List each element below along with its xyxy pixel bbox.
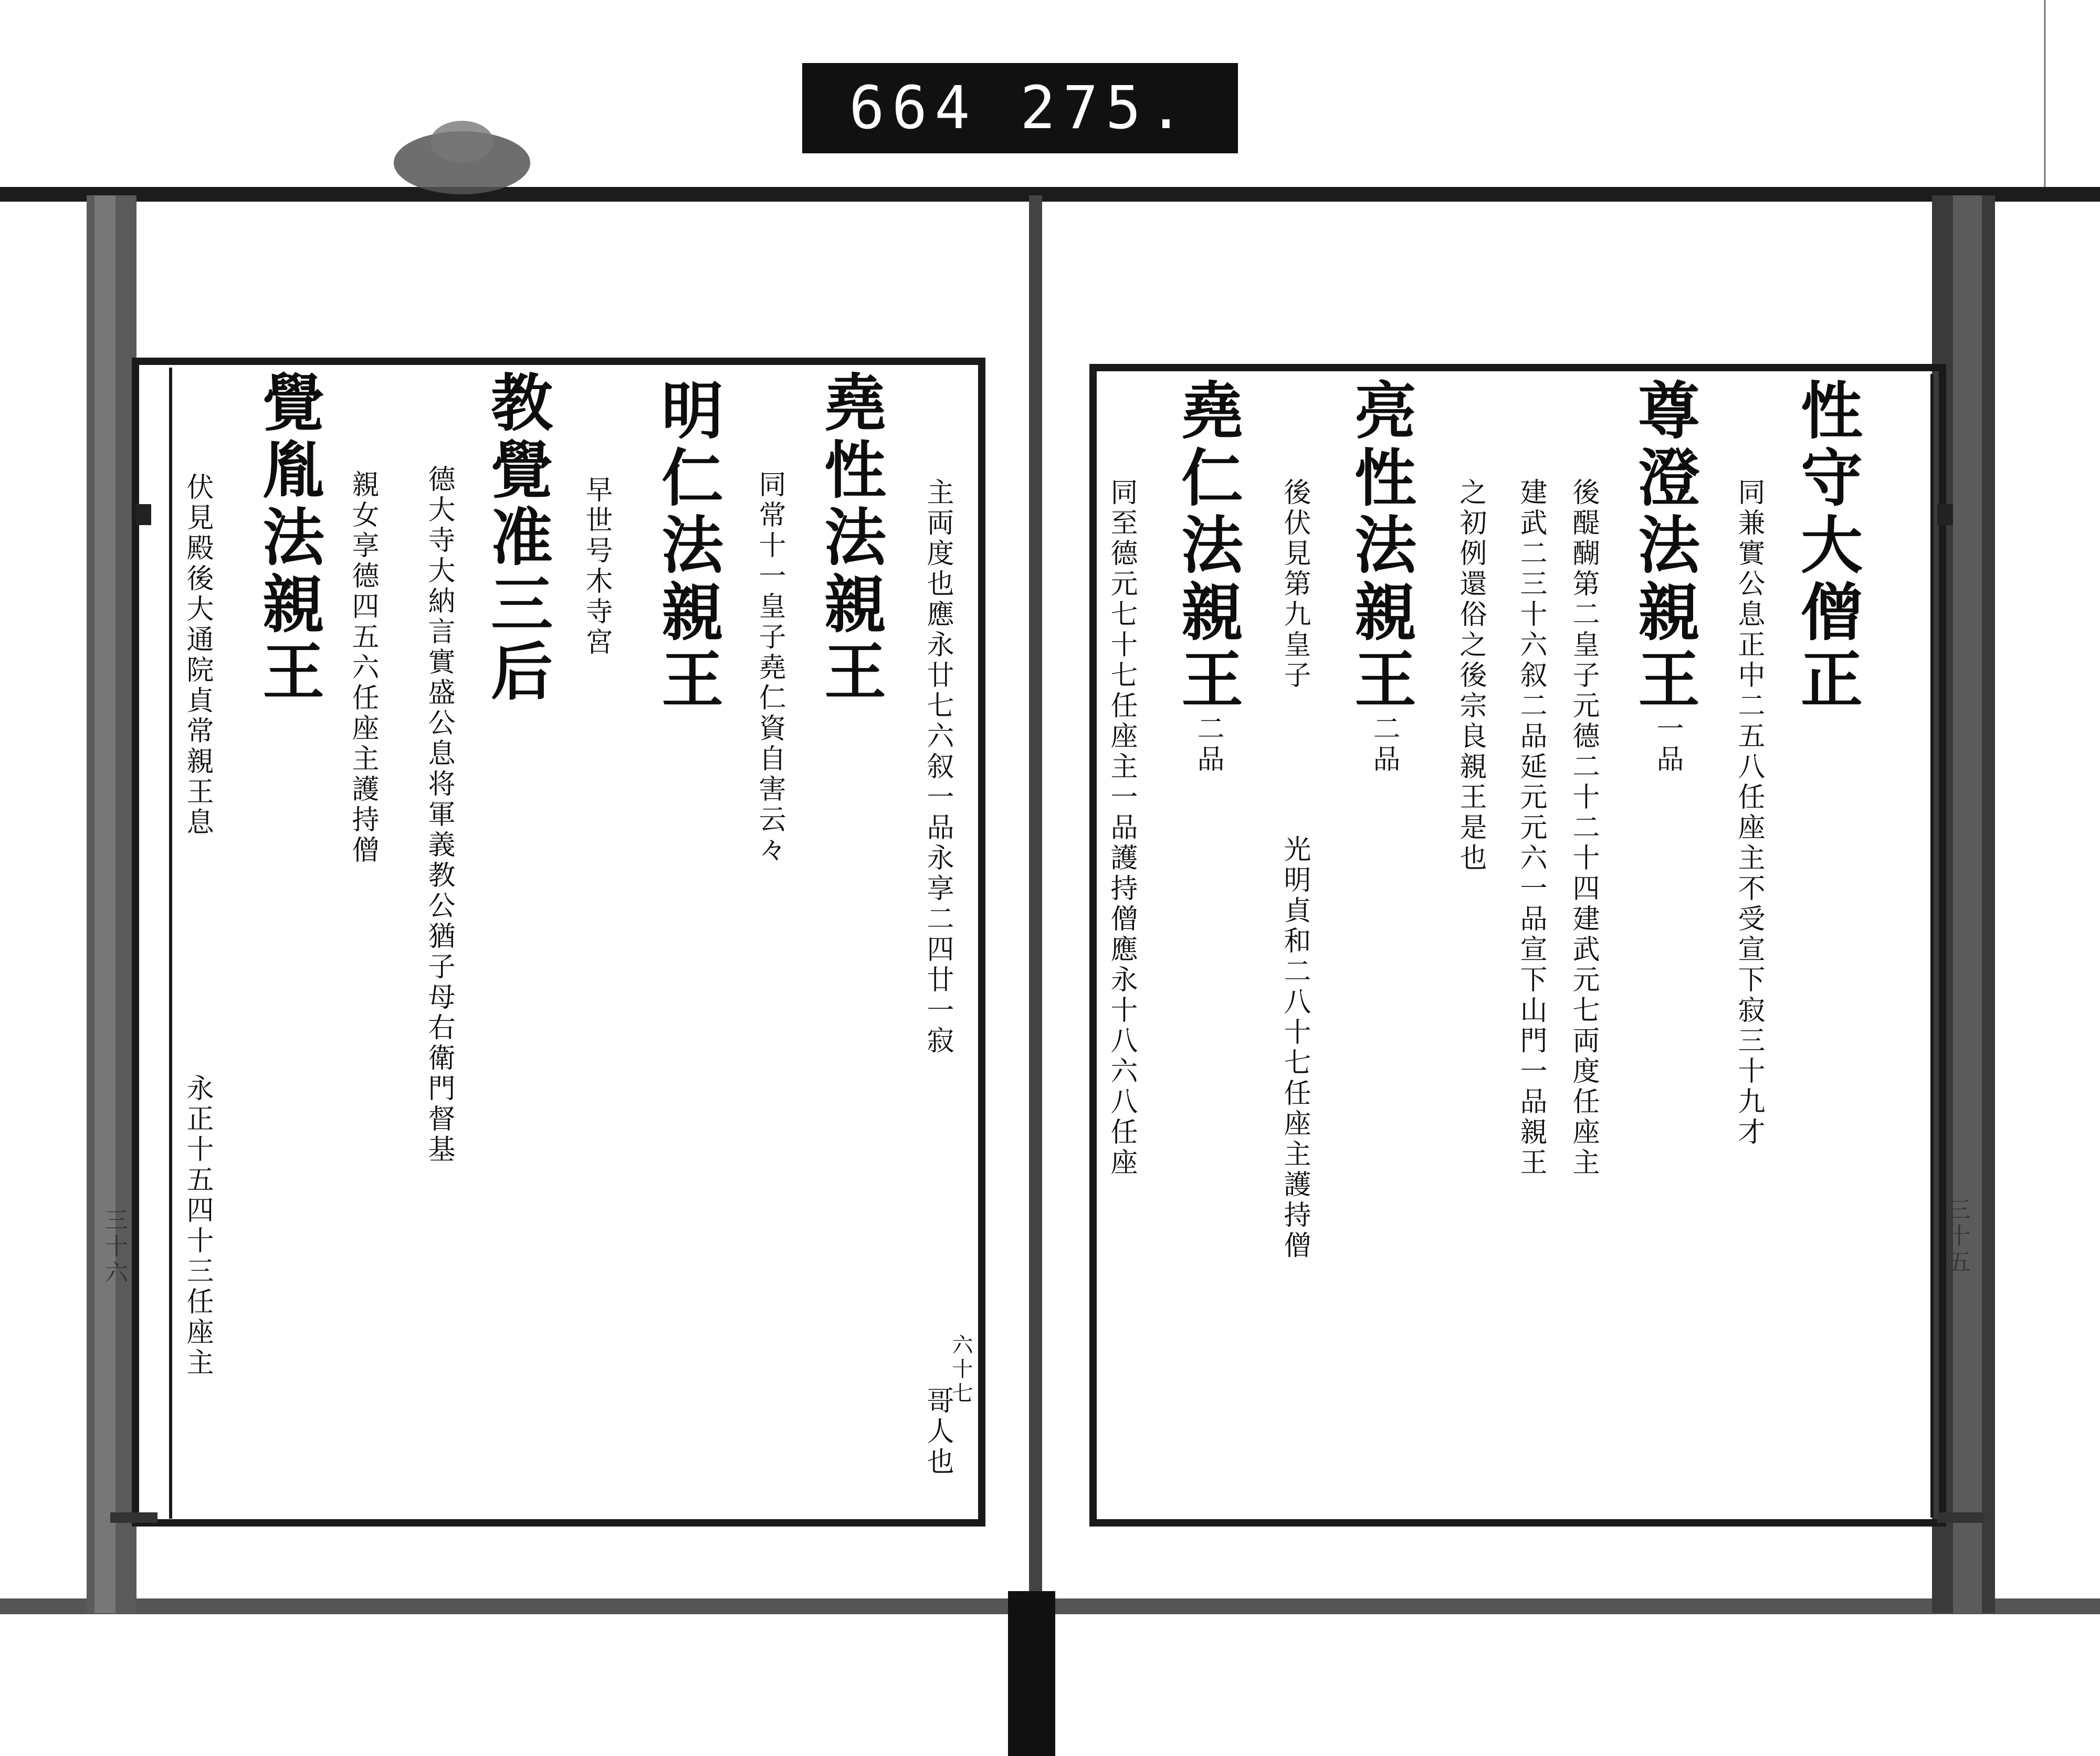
entry-heading: 尊澄法親王 — [1628, 378, 1700, 714]
right-text-column: 光明貞和二八十七任座主護持僧 — [1279, 835, 1310, 1261]
entry-heading: 覺胤法親王 — [252, 370, 325, 706]
left-page-number: 三十六 — [101, 1208, 128, 1287]
right-text-column: 後伏見第九皇子 — [1279, 478, 1310, 691]
entry-heading: 堯性法親王 — [814, 370, 887, 706]
right-text-column: 之初例還俗之後宗良親王是也 — [1455, 478, 1486, 874]
entry-heading: 教覺准三后 — [480, 370, 553, 706]
left-text-column: 德大寺大納言實盛公息将軍義教公猶子母右衛門督基 — [423, 465, 455, 1165]
left-text-column: 永正十五四十三任座主 — [182, 1074, 213, 1378]
book-outer-edge — [0, 187, 2100, 202]
left-text-column: 親女享德四五六任座主護持僧 — [347, 470, 379, 866]
entry-heading: 明仁法親王 — [651, 378, 724, 714]
left-text-column: 伏見殿後大通院貞常親王息 — [182, 473, 213, 838]
left-text-column: 哥人也 — [922, 1386, 953, 1478]
entry-heading: 性守大僧正 — [1790, 378, 1863, 714]
center-gutter — [1029, 195, 1042, 1613]
left-text-column: 同常十一皇子堯仁資自害云々 — [754, 470, 785, 866]
rank-label: 二品 — [1192, 714, 1224, 775]
left-text-column: 早世号木寺宮 — [581, 475, 612, 658]
left-text-column: 主両度也應永廿七六叙一品永享二四廿一寂 — [922, 478, 953, 1057]
entry-heading: 亮性法親王 — [1344, 378, 1417, 714]
right-text-column: 建武二三十六叙二品延元元六一品宣下山門一品親王 — [1515, 478, 1547, 1178]
left-text-column: 六十七 — [949, 1334, 973, 1406]
rank-label: 二品 — [1368, 714, 1400, 775]
archive-label: 664 275. — [802, 63, 1238, 153]
right-text-column: 同兼實公息正中二五八任座主不受宣下寂三十九才 — [1733, 478, 1765, 1148]
entry-heading: 堯仁法親王 — [1171, 378, 1244, 714]
right-page-number: 三十五 — [1944, 1197, 1970, 1276]
right-text-column: 同至德元七十七任座主一品護持僧應永十八六八任座 — [1106, 478, 1137, 1178]
right-text-column: 後醍醐第二皇子元德二十二十四建武元七両度任座主 — [1568, 478, 1599, 1178]
rank-label: 一品 — [1652, 714, 1683, 775]
